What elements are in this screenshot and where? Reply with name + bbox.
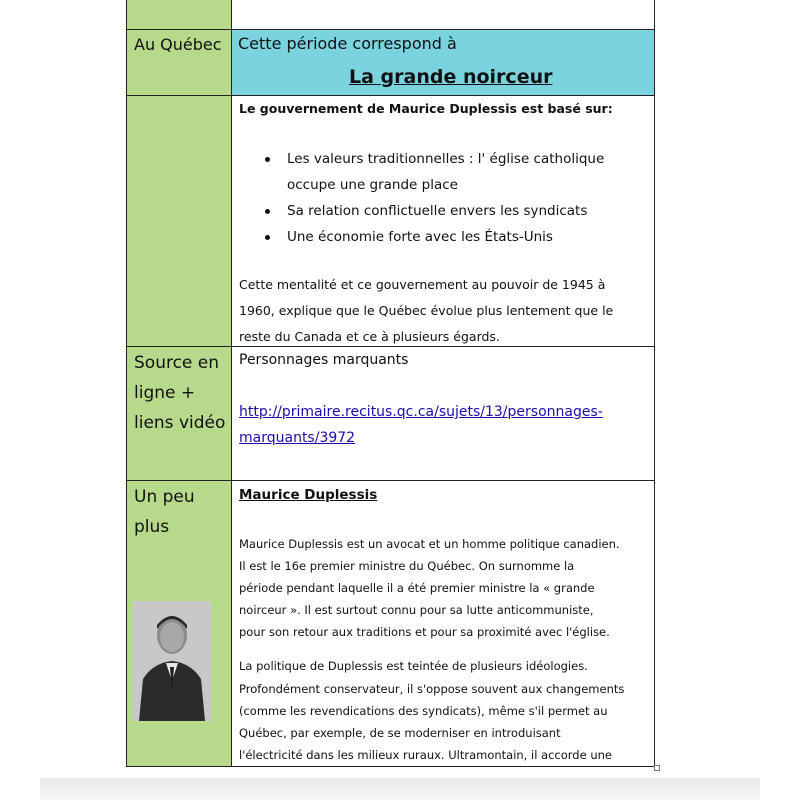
government-paragraph-line: 1960, explique que le Québec évolue plus lentement que le <box>239 303 614 318</box>
government-paragraph-line: reste du Canada et ce à plusieurs égards. <box>239 329 500 344</box>
table-right-border <box>654 0 655 767</box>
bullet-text: Les valeurs traditionnelles : l' église catholique <box>287 151 605 167</box>
bullet-text-continued: occupe une grande place <box>287 177 458 193</box>
page-bottom-shadow <box>40 778 760 800</box>
table-left-border <box>126 0 127 767</box>
more-paragraph-line: (comme les revendications des syndicats), même s'il permet au <box>239 704 608 718</box>
row-label-quebec: Au Québec <box>134 35 222 54</box>
period-intro: Cette période correspond à <box>238 34 457 53</box>
bullet <box>265 235 270 240</box>
row-divider <box>126 480 655 481</box>
more-paragraph-line: Maurice Duplessis est un avocat et un homme politique canadien. <box>239 537 620 551</box>
table-column-divider <box>231 0 232 767</box>
row-label-more: plus <box>134 517 170 537</box>
more-paragraph-line: pour son retour aux traditions et pour sa proximité avec l'église. <box>239 625 610 639</box>
row-label-more: Un peu <box>134 487 195 507</box>
bullet <box>265 209 270 214</box>
row-label-source: ligne + <box>134 383 196 403</box>
duplessis-portrait-image <box>133 601 211 721</box>
bullet-text: Une économie forte avec les États-Unis <box>287 229 553 245</box>
source-heading: Personnages marquants <box>239 352 409 368</box>
resize-handle[interactable] <box>654 765 660 771</box>
government-paragraph-line: Cette mentalité et ce gouvernement au pouvoir de 1945 à <box>239 277 606 292</box>
bullet-text: Sa relation conflictuelle envers les syndicats <box>287 203 588 219</box>
source-link-continued[interactable]: marquants/3972 <box>239 430 356 446</box>
more-paragraph-line: période pendant laquelle il a été premier ministre la « grande <box>239 581 595 595</box>
more-heading: Maurice Duplessis <box>239 487 378 503</box>
row-label-source: Source en <box>134 353 220 373</box>
more-paragraph-line: Profondément conservateur, il s'oppose souvent aux changements <box>239 682 625 696</box>
period-title: La grande noirceur <box>349 66 553 88</box>
more-paragraph-line: Il est le 16e premier ministre du Québec. On surnomme la <box>239 559 575 573</box>
government-heading: Le gouvernement de Maurice Duplessis est basé sur: <box>239 101 613 116</box>
source-link[interactable]: http://primaire.recitus.qc.ca/sujets/13/personnages- <box>239 404 603 420</box>
row-label-source: liens vidéo <box>134 413 226 433</box>
more-paragraph-line: Québec, par exemple, de se moderniser en introduisant <box>239 726 561 740</box>
more-paragraph-line: l'électricité dans les milieux ruraux. Ultramontain, il accorde une <box>239 748 612 762</box>
bullet <box>265 157 270 162</box>
more-paragraph-line: La politique de Duplessis est teintée de plusieurs idéologies. <box>239 659 588 673</box>
more-paragraph-line: noirceur ». Il est surtout connu pour sa lutte anticommuniste, <box>239 603 594 617</box>
